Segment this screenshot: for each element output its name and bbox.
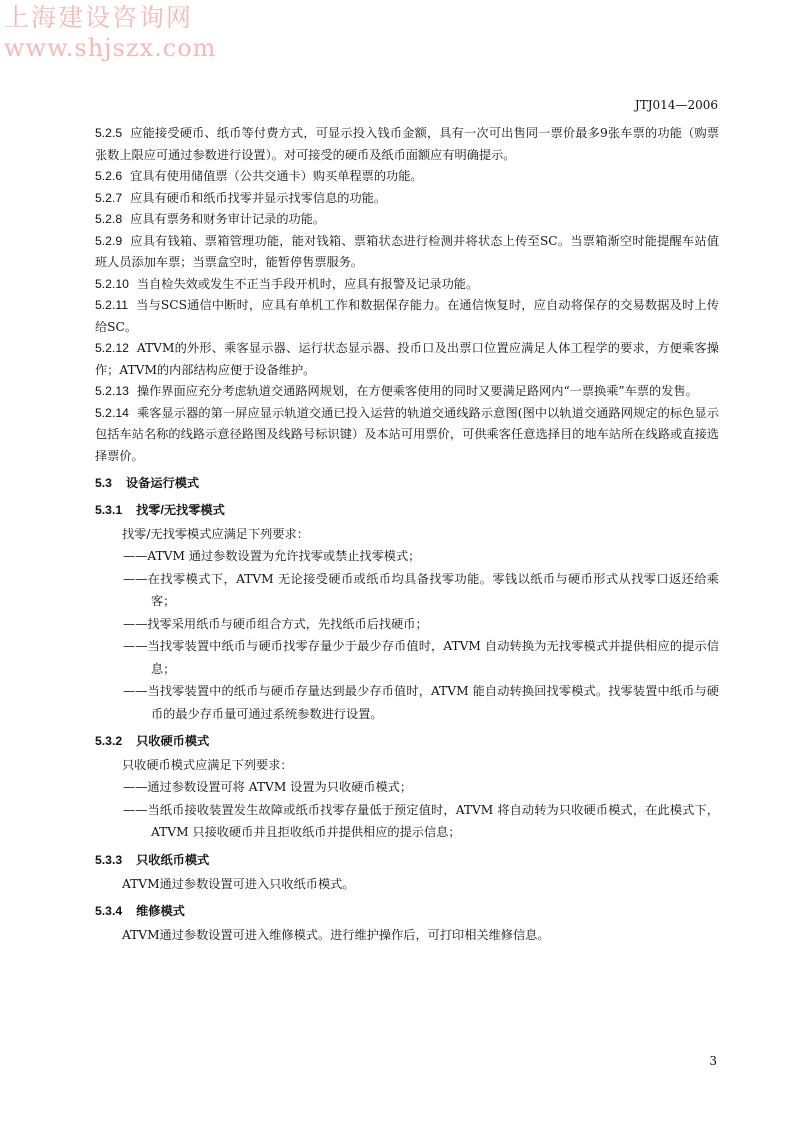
clause-number: 5.2.12 [95, 341, 129, 355]
list-item: ——ATVM 通过参数设置为允许找零或禁止找零模式； [123, 549, 421, 563]
section-title: 只收纸币模式 [136, 852, 210, 867]
document-body [95, 123, 719, 946]
section-number: 5.3.2 [95, 734, 123, 748]
section-title: 设备运行模式 [125, 476, 200, 490]
section-heading-5-3-1 [95, 500, 719, 521]
clause-5-2-13 [95, 381, 719, 403]
clause-text: 应具有票务和财务审计记录的功能。 [130, 212, 326, 226]
clause-number: 5.2.13 [95, 384, 129, 398]
clause-number: 5.2.6 [95, 169, 123, 183]
section-intro: 找零/无找零模式应满足下列要求： [122, 527, 309, 541]
clause-text: 当自检失效或发生不正当手段开机时，应具有报警及记录功能。 [136, 276, 479, 291]
section-heading-5-3-2 [95, 731, 719, 752]
section-number: 5.3.3 [95, 852, 123, 867]
clause-5-2-10 [95, 274, 719, 296]
clause-text: 宜具有使用储值票（公共交通卡）购买单程票的功能。 [130, 169, 423, 183]
section-heading-5-3-4 [95, 901, 719, 922]
clause-number: 5.2.5 [95, 126, 123, 140]
list-item: ——通过参数设置可将 ATVM 设置为只收硬币模式； [123, 780, 413, 794]
clause-5-2-6 [95, 166, 719, 188]
clause-number: 5.2.8 [95, 212, 123, 226]
section-text: ATVM通过参数设置可进入维修模式。进行维护操作后，可打印相关维修信息。 [122, 927, 550, 942]
clause-text: ATVM的外形、乘客显示器、运行状态显示器、投币口及出票口位置应满足人体工程学的要求，方便乘客操作；ATVM的内部结构应便于设备维护。 [95, 341, 719, 377]
clause-5-2-12 [95, 338, 719, 381]
list-item: ——找零采用纸币与硬币组合方式，先找纸币后找硬币； [123, 616, 428, 631]
watermark-title: 上海建设咨询网 [4, 3, 194, 32]
watermark [4, 2, 216, 63]
section-number: 5.3.4 [95, 903, 123, 918]
section-number: 5.3.1 [95, 503, 123, 517]
section-number: 5.3 [95, 476, 112, 490]
clause-text: 应具有硬币和纸币找零并显示找零信息的功能。 [130, 190, 387, 205]
clause-text: 应能接受硬币、纸币等付费方式，可显示投入钱币金额，具有一次可出售同一票价最多9张车票的功能（购票张数上限应可通过参数进行设置）。对可接受的硬币及纸币面额应有明确提示。 [95, 126, 719, 162]
list-item: ——当找零装置中纸币与硬币找零存量少于最少存币值时，ATVM 自动转换为无找零模式并提供相应的提示信息； [123, 639, 719, 676]
clause-number: 5.2.7 [95, 190, 123, 205]
clause-number: 5.2.11 [95, 298, 128, 312]
clause-5-2-14 [95, 403, 719, 468]
watermark-url: www.shjszx.com [4, 34, 217, 63]
section-title: 维修模式 [136, 903, 185, 918]
clause-5-2-11 [95, 295, 719, 338]
section-heading-5-3-3 [95, 850, 719, 871]
standard-code: JTJ014—2006 [634, 98, 718, 112]
clause-number: 5.2.9 [95, 233, 123, 248]
clause-text: 操作界面应充分考虑轨道交通路网规划，在方便乘客使用的同时又要满足路网内“一票换乘”车票的发售。 [136, 384, 698, 398]
section-text: ATVM通过参数设置可进入只收纸币模式。 [122, 876, 355, 891]
clause-number: 5.2.10 [95, 276, 129, 291]
clause-5-2-8 [95, 209, 719, 231]
page-number: 3 [709, 1054, 717, 1068]
clause-5-2-9 [95, 231, 719, 274]
section-title: 找零/无找零模式 [136, 503, 225, 517]
section-title: 只收硬币模式 [136, 734, 210, 748]
clause-text: 当与SCS通信中断时，应具有单机工作和数据保存能力。在通信恢复时，应自动将保存的交易数据及时上传给SC。 [95, 298, 719, 334]
list-item: ——在找零模式下，ATVM 无论接受硬币或纸币均具备找零功能。零钱以纸币与硬币形式从找零口返还给乘客； [123, 571, 719, 608]
section-heading-5-3 [95, 473, 719, 494]
section-intro: 只收硬币模式应满足下列要求： [122, 758, 293, 772]
clause-5-2-5 [95, 123, 719, 166]
clause-number: 5.2.14 [95, 405, 129, 420]
clause-text: 应具有钱箱、票箱管理功能，能对钱箱、票箱状态进行检测并将状态上传至SC。当票箱渐空时能提醒车站值班人员添加车票；当票盒空时，能暂停售票服务。 [95, 233, 719, 269]
list-item: ——当纸币接收装置发生故障或纸币找零存量低于预定值时，ATVM 将自动转为只收硬币模式，在此模式下，ATVM 只接收硬币并且拒收纸币并提供相应的提示信息； [123, 802, 719, 839]
list-item: ——当找零装置中的纸币与硬币存量达到最少存币值时，ATVM 能自动转换回找零模式。找零装置中纸币与硬币的最少存币量可通过系统参数进行设置。 [123, 684, 719, 721]
clause-5-2-7 [95, 188, 719, 210]
clause-text: 乘客显示器的第一屏应显示轨道交通已投入运营的轨道交通线路示意图(图中以轨道交通路网规定的标色显示包括车站名称的线路示意径路图及线路号标识键）及本站可用票价，可供乘客任意选择目的地车站所在线路或直接选择票价。 [95, 405, 719, 463]
